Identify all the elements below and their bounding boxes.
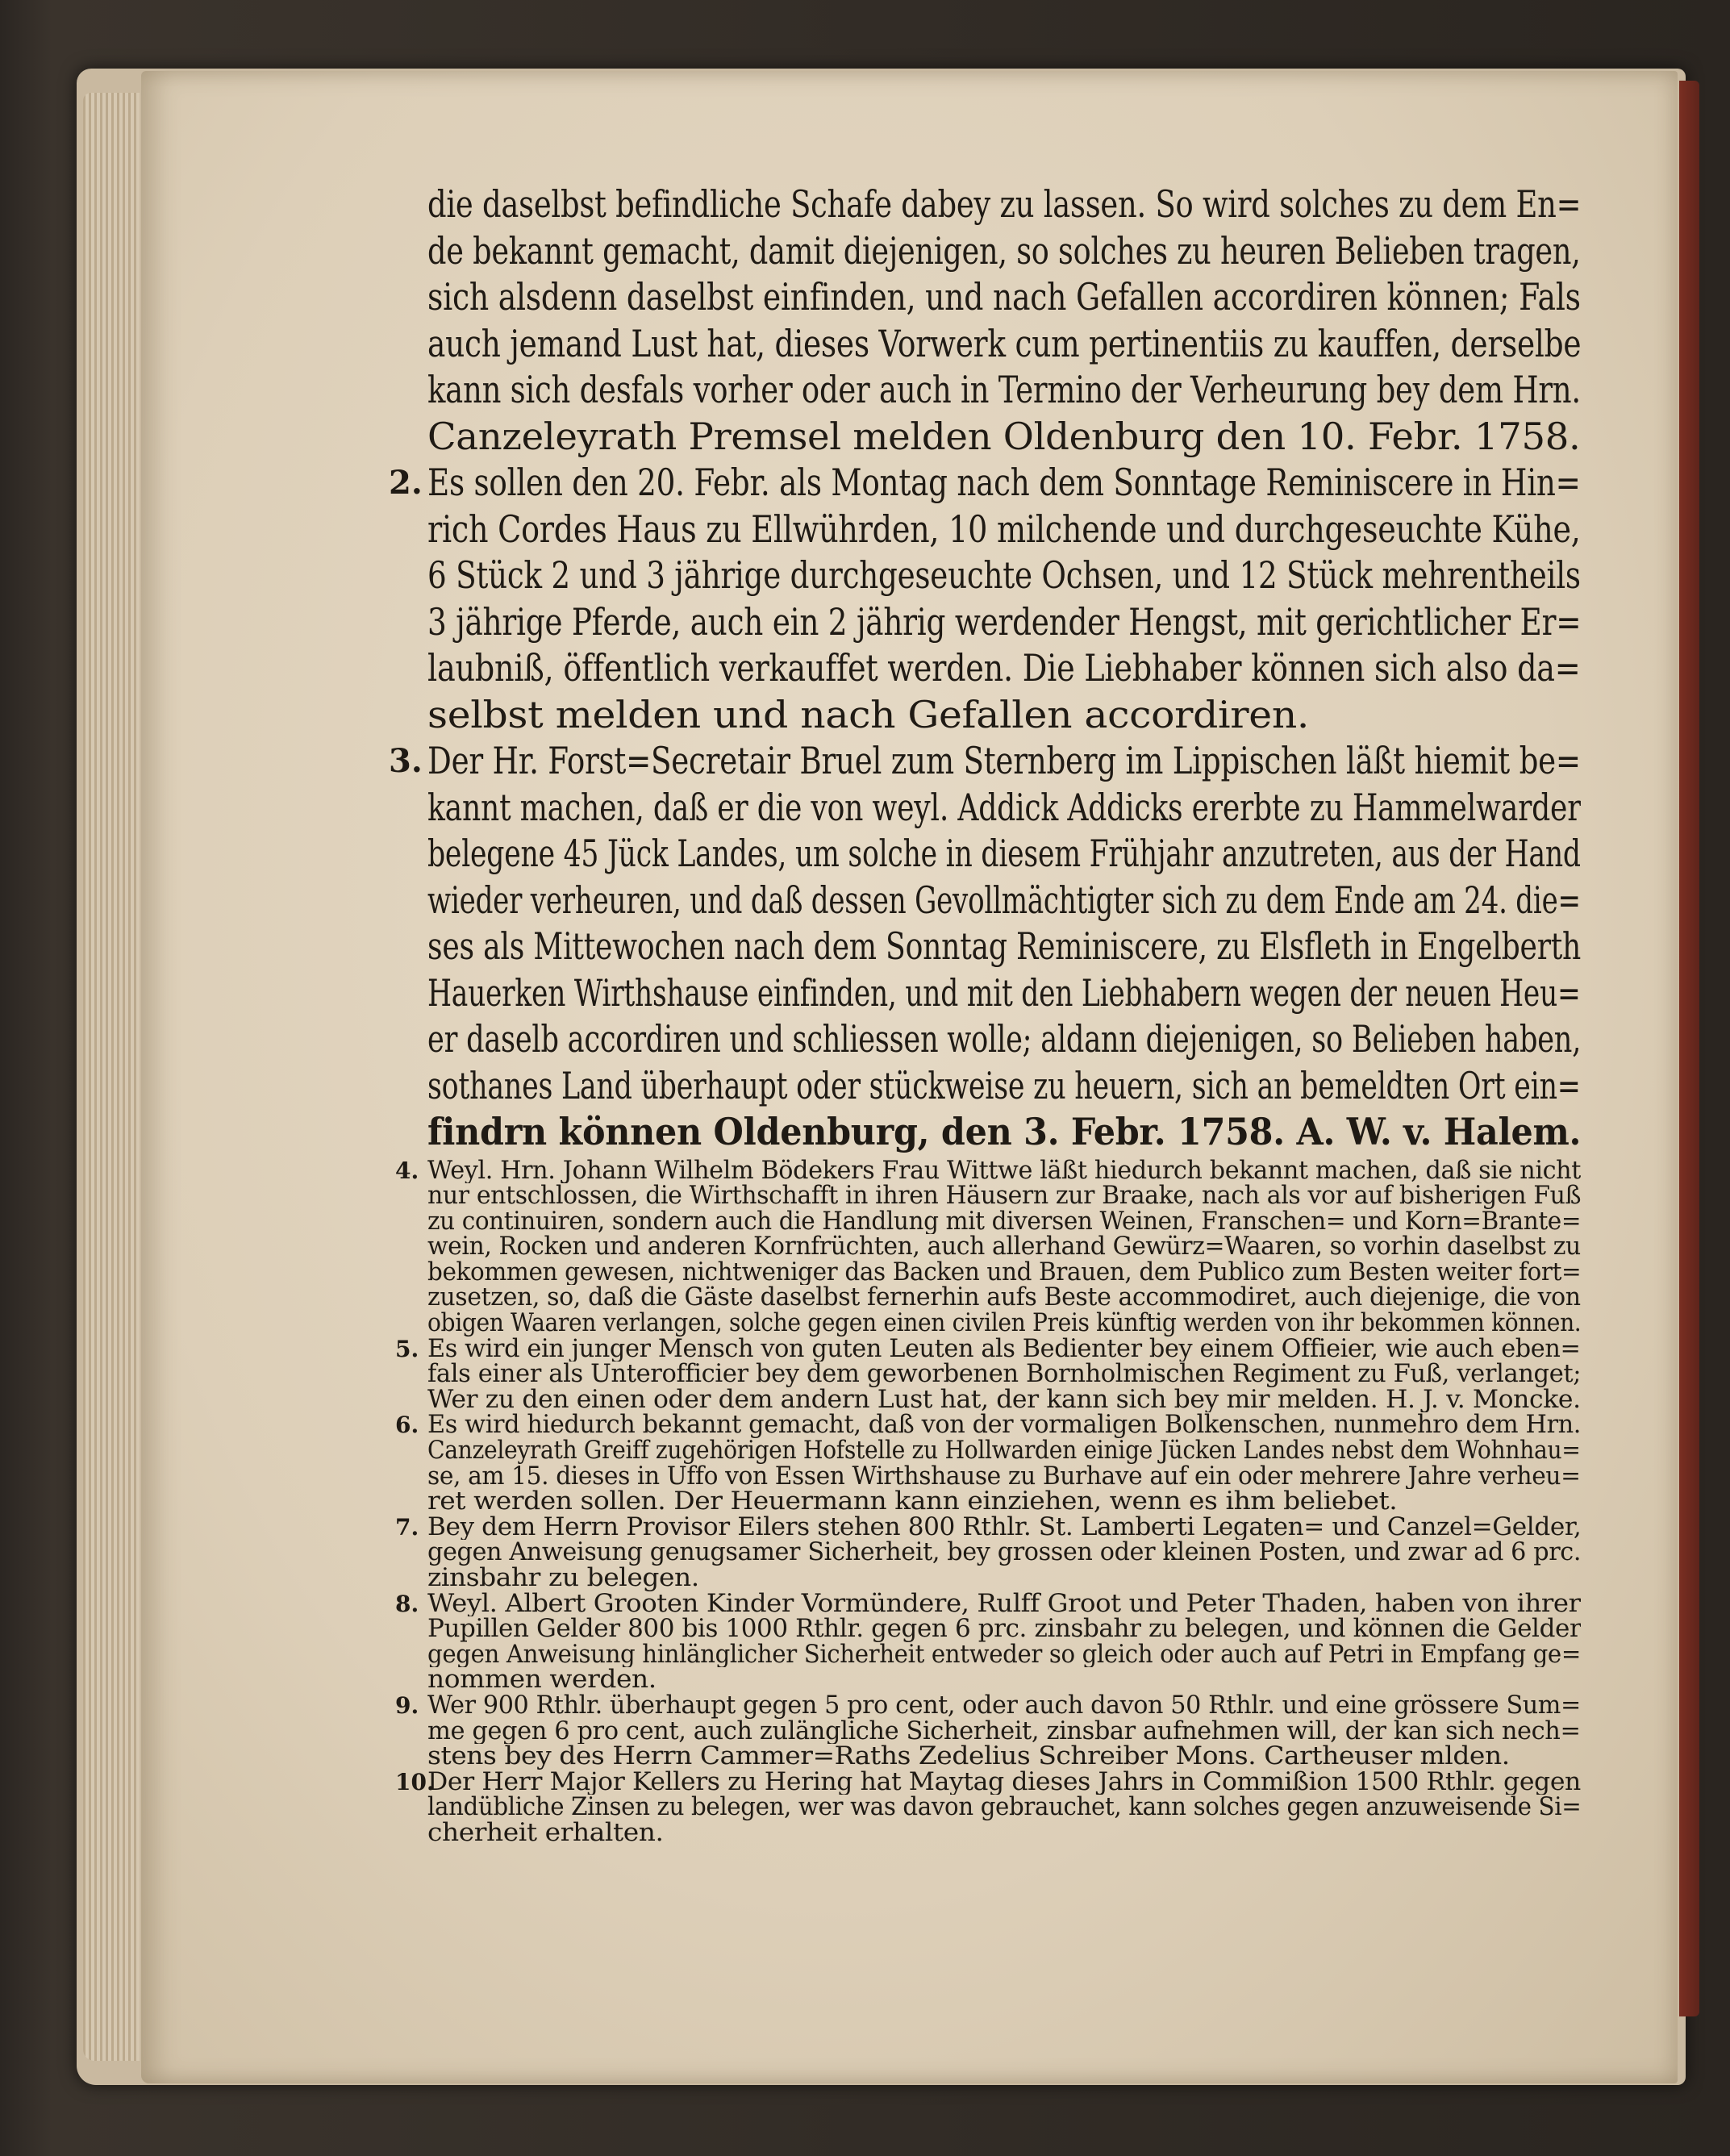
notice-entry-5 <box>395 1335 1581 1413</box>
text-line: Bey dem Herrn Provisor Eilers stehen 800 Rthlr. St. Lamberti Legaten= und Canzel=Gelder, <box>427 1514 1581 1541</box>
text-line: landübliche Zinsen zu belegen, wer was davon gebrauchet, kann solches gegen anzuweisende Si= <box>427 1795 1581 1820</box>
text-line: nommen werden. <box>427 1667 657 1693</box>
notice-entry-2 <box>389 460 1581 738</box>
text-line: bekommen gewesen, nichtweniger das Backen und Brauen, dem Publico zum Besten weiter fort= <box>427 1259 1582 1286</box>
entry-number: 2. <box>389 464 423 502</box>
text-line: kannt machen, daß er die von weyl. Addick Addicks ererbte zu Hammelwarder <box>427 785 1581 829</box>
entry-number: 4. <box>395 1157 419 1184</box>
notice-entry-3 <box>389 738 1582 1156</box>
notice-entry-8 <box>395 1590 1581 1693</box>
text-line: sothanes Land überhaupt oder stückweise zu heuern, sich an bemeldten Ort ein= <box>427 1063 1581 1107</box>
text-line: fals einer als Unterofficier bey dem geworbenen Bornholmischen Regiment zu Fuß, verlanget; <box>427 1362 1581 1387</box>
text-line: Weyl. Hrn. Johann Wilhelm Bödekers Frau Wittwe läßt hiedurch bekannt machen, daß sie nicht <box>427 1157 1581 1184</box>
text-line: ret werden sollen. Der Heuermann kann einziehen, wenn es ihm beliebet. <box>427 1489 1398 1515</box>
entry-number: 8. <box>395 1590 419 1617</box>
text-line: Wer 900 Rthlr. überhaupt gegen 5 pro cent, oder auch davon 50 Rthlr. und eine grössere Sum= <box>427 1692 1581 1719</box>
text-line: er daselb accordiren und schliessen wolle; aldann diejenigen, so Belieben haben, <box>427 1017 1582 1061</box>
text-line: Es wird ein junger Mensch von guten Leuten als Bedienter bey einem Offieier, wie auch eben= <box>427 1336 1581 1362</box>
text-line: Es wird hiedurch bekannt gemacht, daß von der vormaligen Bolkenschen, nunmehro dem Hrn. <box>427 1412 1581 1439</box>
text-line: wieder verheuren, und daß dessen Gevollmächtigter sich zu dem Ende am 24. die= <box>427 878 1581 922</box>
text-line: Canzeleyrath Premsel melden Oldenburg den 10. Febr. 1758. <box>427 414 1581 458</box>
text-line: 3 jährige Pferde, auch ein 2 jährig werdender Hengst, mit gerichtlicher Er= <box>427 599 1581 644</box>
notice-entry-9 <box>395 1691 1581 1770</box>
text-line: sich alsdenn daselbst einfinden, und nach Gefallen accordiren können; Fals <box>427 275 1581 319</box>
text-line: cherheit erhalten. <box>427 1820 664 1846</box>
text-line: 6 Stück 2 und 3 jährige durchgeseuchte Ochsen, und 12 Stück mehrentheils <box>427 553 1581 597</box>
notice-entry-7 <box>395 1513 1581 1591</box>
text-line: obigen Waaren verlangen, solche gegen einen civilen Preis künftig werden von ihr bekommen können. <box>427 1311 1582 1337</box>
entry-number: 7. <box>395 1513 419 1541</box>
text-line: Wer zu den einen oder dem andern Lust hat, der kann sich bey mir melden. H. J. v. Moncke. <box>427 1387 1581 1413</box>
text-line: gegen Anweisung genugsamer Sicherheit, bey grossen oder kleinen Posten, und zwar ad 6 prc. <box>427 1540 1581 1566</box>
text-line: zinsbahr zu belegen. <box>427 1566 699 1591</box>
text-line: Pupillen Gelder 800 bis 1000 Rthlr. gegen 6 prc. zinsbahr zu belegen, und können die Gelder <box>427 1616 1581 1642</box>
text-line: ses als Mittewochen nach dem Sonntag Reminiscere, zu Elsfleth in Engelberth <box>427 924 1581 968</box>
signature-line: findrn können Oldenburg, den 3. Febr. 1758. A. W. v. Halem. <box>427 1110 1582 1153</box>
text-line: se, am 15. dieses in Uffo von Essen Wirthshause zu Burhave auf ein oder mehrere Jahre verheu= <box>427 1463 1581 1490</box>
page-text <box>389 181 1582 1846</box>
entry-number: 5. <box>395 1335 419 1362</box>
text-line: Es sollen den 20. Febr. als Montag nach dem Sonntage Reminiscere in Hin= <box>427 461 1581 504</box>
notice-entry-10 <box>395 1768 1581 1846</box>
text-line: kann sich desfals vorher oder auch in Termino der Verheurung bey dem Hrn. <box>427 368 1581 411</box>
entry-number: 10. <box>395 1768 435 1795</box>
text-line: Weyl. Albert Grooten Kinder Vormündere, Rulff Groot und Peter Thaden, haben von ihrer <box>427 1591 1581 1617</box>
text-line: de bekannt gemacht, damit diejenigen, so solches zu heuren Belieben tragen, <box>427 228 1581 273</box>
text-line: zusetzen, so, daß die Gäste daselbst fernerhin aufs Beste accommodiret, auch diejenige, die von <box>427 1285 1581 1312</box>
text-line: me gegen 6 pro cent, auch zulängliche Sicherheit, zinsbar aufnehmen will, der kan sich nech= <box>427 1718 1581 1745</box>
text-line: selbst melden und nach Gefallen accordiren. <box>427 692 1310 736</box>
text-line: Hauerken Wirthshause einfinden, und mit den Liebhabern wegen der neuen Heu= <box>427 970 1581 1015</box>
text-line: laubniß, öffentlich verkauffet werden. Die Liebhaber können sich also da= <box>427 646 1581 690</box>
entry-number: 6. <box>395 1412 419 1439</box>
text-line: rich Cordes Haus zu Ellwührden, 10 milchende und durchgeseuchte Kühe, <box>427 507 1581 551</box>
text-line: nur entschlossen, die Wirthschafft in ihren Häusern zur Braake, nach als vor auf bisherigen Fuß <box>427 1183 1582 1209</box>
entry-number: 3. <box>389 742 423 780</box>
text-line: belegene 45 Jück Landes, um solche in diesem Frühjahr anzutreten, aus der Hand <box>427 832 1581 875</box>
entry-number: 9. <box>395 1691 419 1719</box>
text-line: auch jemand Lust hat, dieses Vorwerk cum pertinentiis zu kauffen, derselbe <box>427 321 1581 365</box>
text-line: Der Herr Major Kellers zu Hering hat Maytag dieses Jahrs in Commißion 1500 Rthlr. gegen <box>427 1769 1581 1795</box>
text-line: wein, Rocken und anderen Kornfrüchten, auch allerhand Gewürz=Waaren, so vorhin daselbst zu <box>427 1234 1581 1260</box>
text-line: zu continuiren, sondern auch die Handlung mit diversen Weinen, Franschen= und Korn=Brante= <box>427 1208 1582 1235</box>
notice-entry-6 <box>395 1412 1581 1515</box>
text-line: Der Hr. Forst=Secretair Bruel zum Sternberg im Lippischen läßt hiemit be= <box>427 739 1581 782</box>
notice-entry-4 <box>395 1157 1582 1337</box>
text-line: gegen Anweisung hinlänglicher Sicherheit entweder so gleich oder auch auf Petri in Empfang ge= <box>427 1641 1581 1668</box>
text-line: stens bey des Herrn Cammer=Raths Zedelius Schreiber Mons. Cartheuser mlden. <box>427 1744 1510 1770</box>
text-line: die daselbst befindliche Schafe dabey zu lassen. So wird solches zu dem En= <box>427 182 1581 226</box>
text-line: Canzeleyrath Greiff zugehörigen Hofstelle zu Hollwarden einige Jücken Landes nebst dem Wohnhau= <box>427 1438 1581 1464</box>
book-cover-edge <box>1679 81 1699 2016</box>
small-notices <box>395 1157 1582 1846</box>
continuation-paragraph <box>427 181 1581 460</box>
